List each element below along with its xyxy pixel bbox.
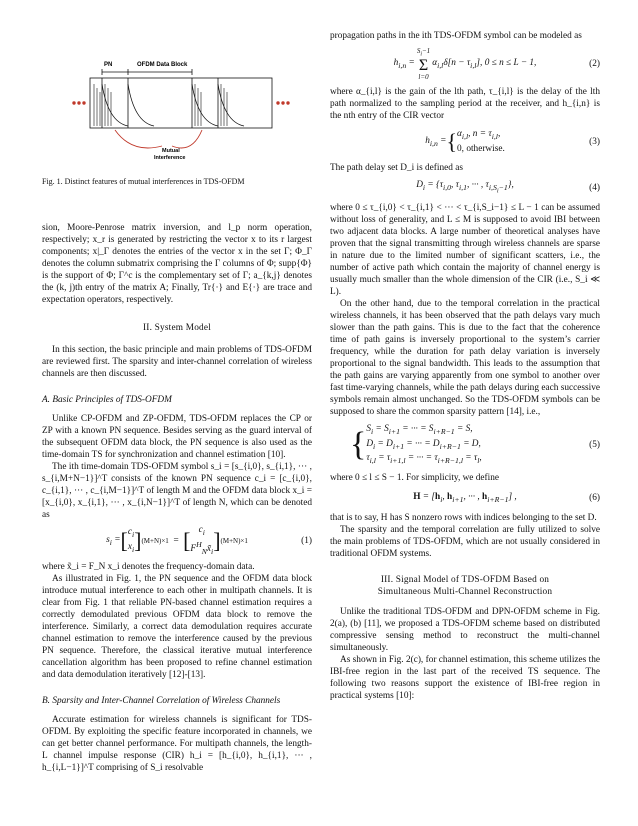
- interference-label: Interference: [154, 155, 186, 161]
- figure-1: [42, 54, 312, 170]
- section-3-heading-line2: Simultaneous Multi-Channel Reconstruction: [377, 587, 553, 597]
- paragraph-r1: propagation paths in the ith TDS-OFDM symbol can be modeled as: [330, 31, 582, 41]
- equation-3: $h_{i,n}$ = { $\alpha_{i,l}$, $n = \tau_{i,l}$, 0, otherwise. (3): [425, 129, 600, 154]
- section-3-heading-line1: III. Signal Model of TDS-OFDM Based on: [380, 575, 550, 585]
- paragraph-a2: The ith time-domain TDS-OFDM symbol s_i = [s_{i,0}, s_{i,1}, ··· , s_{i,M+N−1}]^T consists of the known PN sequence c_i = [c_{i,0}, c_{i,1}, ··· , c_{i,M−1}]^T of length M and the OFDM data block x_i = [x_{i,0}, x_{i,1}, ··· , x_{i,N−1}]^T of length N, which can be denoted as: [42, 462, 312, 520]
- paragraph-r8: The sparsity and the temporal correlation are fully utilized to solve the main problems of TDS-OFDM, which are not usually considered in traditional OFDM systems.: [330, 525, 600, 559]
- equation-1: $s_i$ = [ $c_i$ $x_i$ ] (M+N)×1 = [ $c_i$ $F^H_Nx̃_i$ ] (M+N)×1 (1): [106, 525, 312, 556]
- paragraph-r10: As shown in Fig. 2(c), for channel estimation, this scheme utilizes the IBI-free region in the last part of the received TS sequence. The following two reasons support the existence of IBI-free region in practical systems [10]:: [330, 655, 600, 701]
- paragraph-r6: where 0 ≤ l ≤ S − 1. For simplicity, we define: [330, 473, 499, 483]
- equation-4-number: (4): [589, 183, 600, 193]
- paragraph-r9: Unlike the traditional TDS-OFDM and DPN-OFDM scheme in Fig. 2(a), (b) [11], we proposed a TDS-OFDM scheme based on distributed compressive sensing method to reconstruct the multi-channel simultaneously.: [330, 607, 600, 653]
- equation-6-number: (6): [589, 493, 600, 503]
- paragraph-b1: Accurate estimation for wireless channels is significant for TDS-OFDM. By exploiting the specific feature incorporated in channels, we can get better channel performance. For multipath channels, the length-L channel impulse response (CIR) h_i = [h_{i,0}, h_{i,1}, ··· , h_{i,L−1}]^T comprising of S_i resolvable: [42, 715, 312, 773]
- equation-2: $h_{i,n}$ = $S_i-1$ Σ l=0 $\alpha_{i,l}\delta[n - \tau_{i,l}]$, 0 ≤ n ≤ L − 1, (2): [393, 47, 600, 81]
- figure-1-diagram: [42, 54, 312, 170]
- equation-6: $H = [h_i$, $h_{i+1}$, ··· , $h_{i+R-1}$] , (6): [413, 491, 600, 504]
- equation-3-number: (3): [589, 137, 600, 147]
- subsection-a-heading: A. Basic Principles of TDS-OFDM: [42, 395, 172, 405]
- paragraph-r2: where α_{i,l} is the gain of the lth path, τ_{i,l} is the delay of the lth path normalized to the sampling period at the receiver, and h_{i,n} is the nth entry of the CIR vector: [330, 87, 600, 121]
- equation-2-number: (2): [589, 59, 600, 69]
- paragraph-r3: The path delay set D_i is defined as: [330, 163, 463, 173]
- paragraph-a4: As illustrated in Fig. 1, the PN sequence and the OFDM data block introduce mutual interference to each other in multipath channels. It is clear from Fig. 1 that reliable PN-based channel estimation requires a correctly demodulated previous OFDM data block to remove the interference. Similarly, a correct data demodulation requires accurate channel estimation to remove the interference caused by the previous PN sequence. Therefore, the classical iterative mutual interference cancellation algorithm has been proposed to refine channel estimation and data demodulation iteratively [12]-[13].: [42, 574, 312, 680]
- subsection-b-heading: B. Sparsity and Inter-Channel Correlation of Wireless Channels: [42, 696, 281, 706]
- paragraph-r5: On the other hand, due to the temporal correlation in the practical wireless channels, it has been observed that the path delays vary much slower than the path gains. This is due to the fact that the coherence time of path gains is inversely proportional to the system’s carrier frequency, while the duration for path delay variation is inversely proportional to the signal bandwidth. This leads to the assumption that the path gains are varying apparently from one symbol to another over fast time-varying channels, while the path delays during each successive symbols remain almost unchanged. So the TDS-OFDM symbols can be supposed to share the common sparsity pattern [14], i.e.,: [330, 299, 600, 417]
- figure-caption: Fig. 1. Distinct features of mutual interferences in TDS-OFDM: [42, 177, 245, 186]
- paragraph-notation: sion, Moore-Penrose matrix inversion, and l_p norm operation, respectively; x_r is generated by restricting the vector x to its r largest components; x|_Γ denotes the entries of the vector x in the set Γ; Φ_Γ denotes the column submatrix comprising the Γ columns of Φ; supp{Φ} is the support of Φ; Γ^c is the complementary set of Γ; a_{k,j} denotes the (k, j)th entry of the matrix A; Finally, Tr{·} and E{·} are trace and expectation operators, respectively.: [42, 223, 312, 305]
- ofdm-label: OFDM Data Block: [137, 62, 188, 68]
- right-column: [330, 30, 600, 702]
- paragraph-r4: where 0 ≤ τ_{i,0} < τ_{i,1} < ··· < τ_{i,S_i−1} ≤ L − 1 can be assumed without loss of generality, and L ≤ M is supposed to avoid IBI between two adjacent data blocks. A large number of theoretical analyses have proven that the signal transmitting through wireless channels are sparse in nature due to the limited number of significant scatters, i.e., the number of active path which contain the majority of channel energy is usually much smaller than the whole dimension of the CIR (i.e., S_i ≪ L).: [330, 203, 600, 297]
- mutual-label: Mutual: [162, 148, 180, 154]
- equation-4: $D_i = \{\tau_{i,0}$, $\tau_{i,1}$, ··· , $\tau_{i,S_i-1}$}, (4): [416, 179, 600, 195]
- equation-5: { $S_i = S_{i+1}$ = ··· = $S_{i+R-1} = S$, $D_i = D_{i+1}$ = ··· = $D_{i+R-1} = D$, $\tau_{i,l} = \tau_{i+1,l}$ = ··· = $\tau_{i+R-1,l} = \tau_l$, (5): [350, 423, 600, 466]
- paragraph-a3: where x̃_i = F_N x_i denotes the frequency-domain data.: [42, 562, 255, 572]
- equation-1-number: (1): [301, 536, 312, 546]
- equation-5-number: (5): [589, 440, 600, 450]
- section-2-heading: II. System Model: [142, 323, 211, 333]
- left-column: [42, 0, 312, 774]
- paragraph-a1: Unlike CP-OFDM and ZP-OFDM, TDS-OFDM replaces the CP or ZP with a known PN sequence. Besides serving as the guard interval of the subsequent OFDM data block, the PN sequence is also used as the time-domain TS for synchronization and channel estimation [10].: [42, 414, 312, 460]
- paragraph-section-2: In this section, the basic principle and main problems of TDS-OFDM are reviewed first. The sparsity and inter-channel correlation of wireless channels are then discussed.: [42, 345, 312, 379]
- pn-label: PN: [104, 62, 113, 68]
- paragraph-r7: that is to say, H has S nonzero rows with indices belonging to the set D.: [330, 513, 597, 523]
